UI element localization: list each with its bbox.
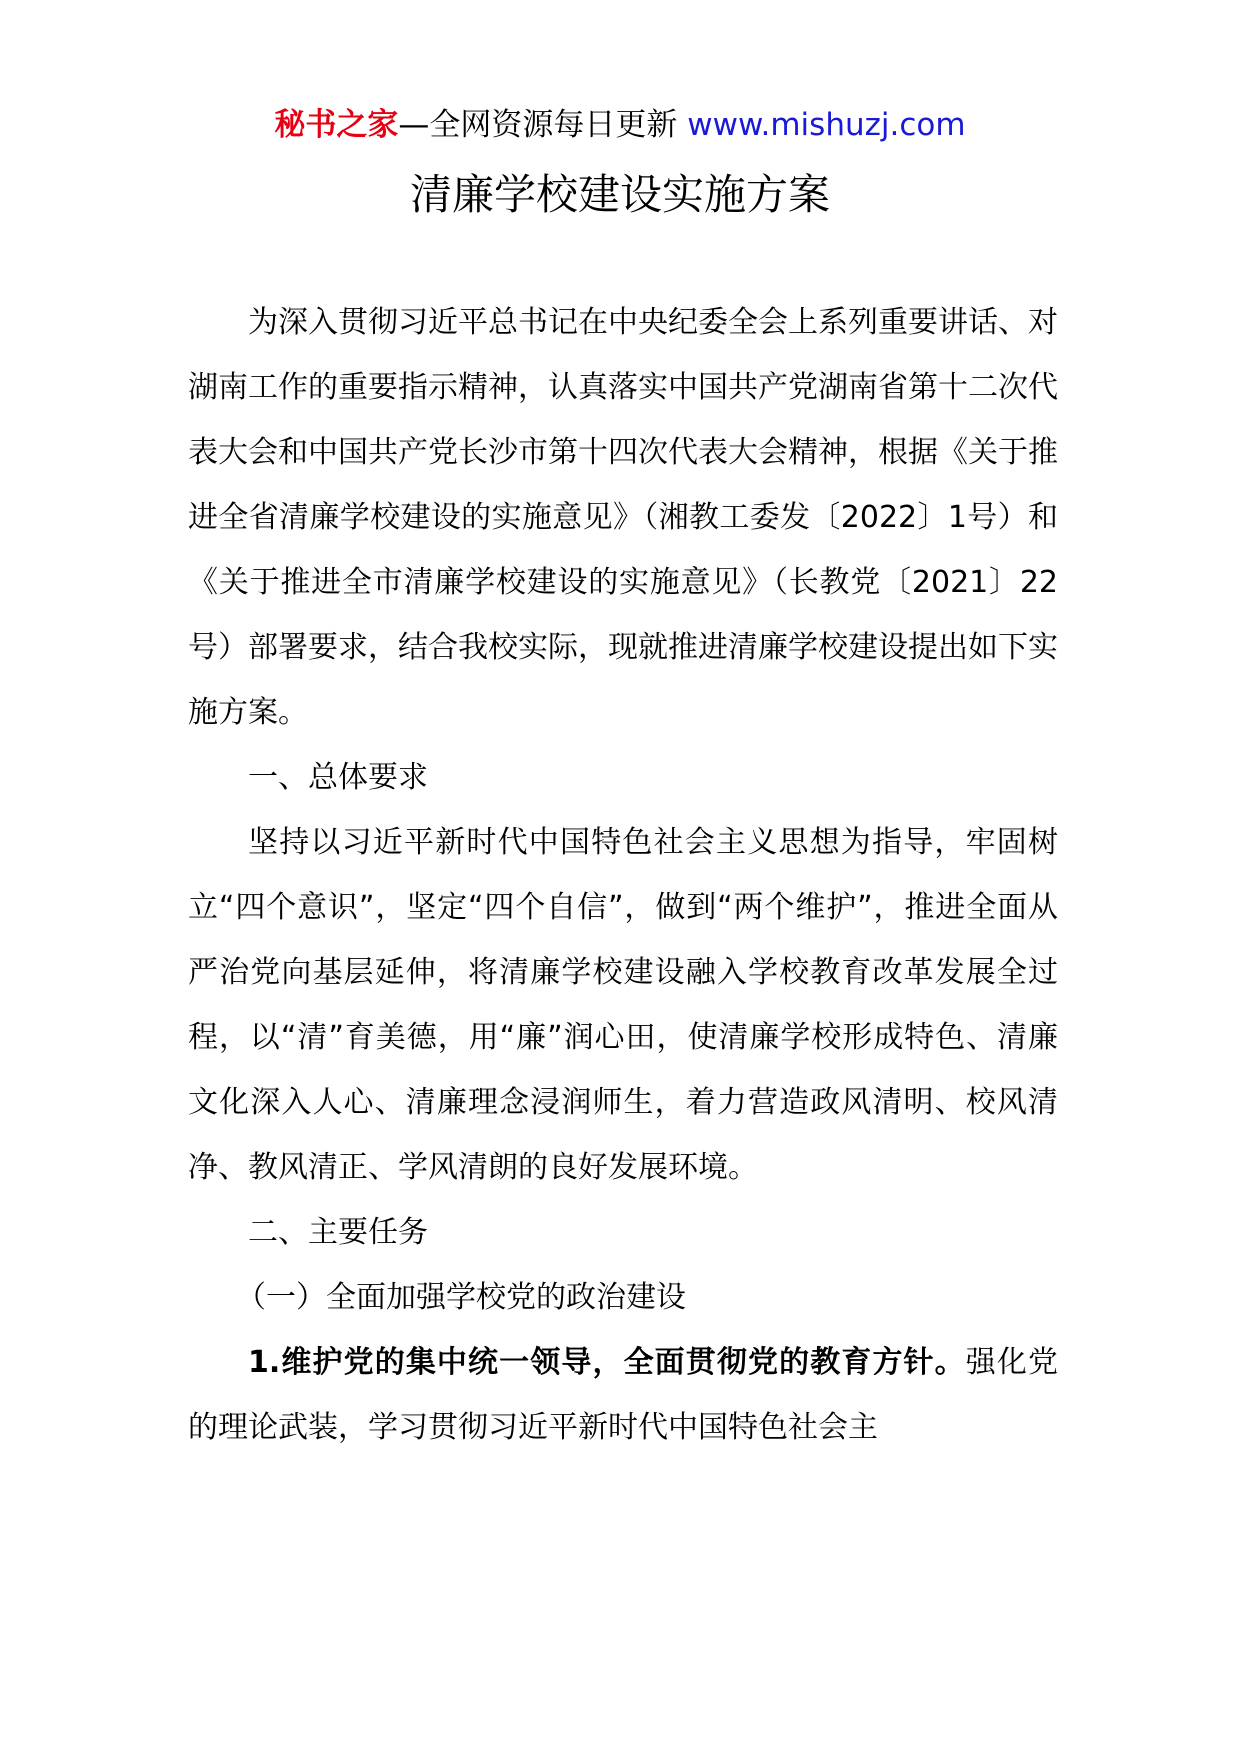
subsection-heading-political-building: （一）全面加强学校党的政治建设 <box>236 1280 686 1315</box>
brand-name: 秘书之家 <box>274 107 399 143</box>
item-1-lead: 1.维护党的集中统一领导，全面贯彻党的教育方针。 <box>248 1345 966 1380</box>
document-title: 清廉学校建设实施方案 <box>409 170 830 219</box>
site-url[interactable]: www.mishuzj.com <box>687 107 966 143</box>
site-header <box>0 100 1240 150</box>
header-tagline: —全网资源每日更新 <box>398 107 688 143</box>
general-requirements-paragraph: 坚持以习近平新时代中国特色社会主义思想为指导，牢固树立“四个意识”，坚定“四个自信”，做到“两个维护”，推进全面从严治党向基层延伸，将清廉学校建设融入学校教育改革发展全过程，以“清”育美德，用“廉”润心田，使清廉学校形成特色、清廉文化深入人心、清廉理念浸润师生，着力营造政风清明、校风清净、教风清正、学风清朗的良好发展环境。 <box>188 825 1058 1185</box>
document-body <box>188 290 1058 1460</box>
intro-paragraph: 为深入贯彻习近平总书记在中央纪委全会上系列重要讲话、对湖南工作的重要指示精神，认真落实中国共产党湖南省第十二次代表大会和中国共产党长沙市第十四次代表大会精神，根据《关于推进全省清廉学校建设的实施意见》（湘教工委发〔2022〕1号）和《关于推进全市清廉学校建设的实施意见》（长教党〔2021〕22号）部署要求，结合我校实际，现就推进清廉学校建设提出如下实施方案。 <box>188 305 1058 730</box>
item-1-text: 强化党的理论武装，学习贯彻习近平新时代中国特色社会主 <box>188 1345 1058 1445</box>
section-heading-main-tasks: 二、主要任务 <box>248 1215 428 1250</box>
section-heading-general-requirements: 一、总体要求 <box>248 760 428 795</box>
item-1-paragraph <box>188 1330 1058 1460</box>
